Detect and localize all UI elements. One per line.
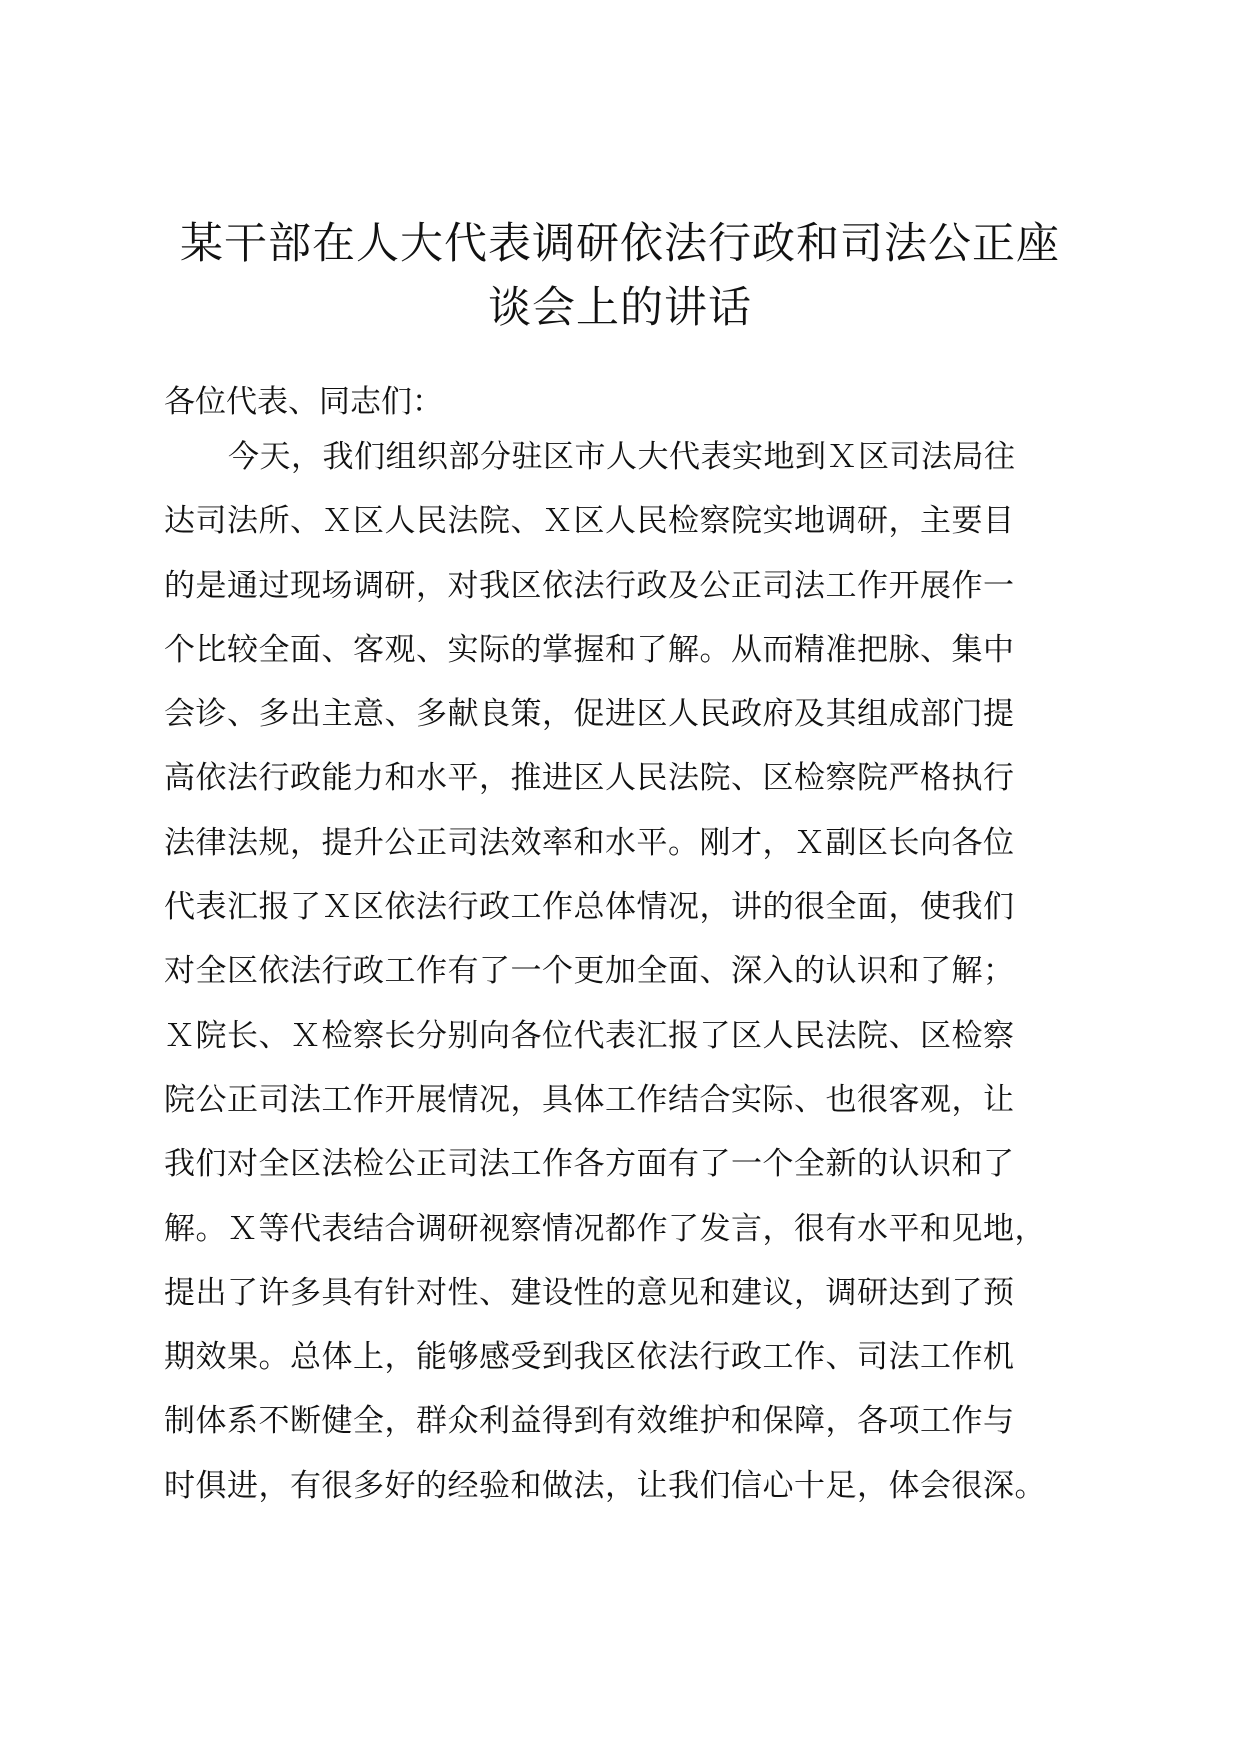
body-line: 制体系不断健全，群众利益得到有效维护和保障，各项工作与: [164, 1403, 1015, 1440]
body-line: 会诊、多出主意、多献良策，促进区人民政府及其组成部门提: [164, 696, 1015, 733]
body-line: 时俱进，有很多好的经验和做法，让我们信心十足，体会很深。: [164, 1467, 1046, 1504]
body-line: 个比较全面、客观、实际的掌握和了解。从而精准把脉、集中: [164, 631, 1015, 668]
body-line: 对全区依法行政工作有了一个更加全面、深入的认识和了解；: [164, 953, 1015, 990]
body-line: Ｘ院长、Ｘ检察长分别向各位代表汇报了区人民法院、区检察: [164, 1017, 1015, 1054]
body-paragraph: [164, 425, 1124, 1518]
body-line: 我们对全区法检公正司法工作各方面有了一个全新的认识和了: [164, 1146, 1015, 1183]
body-line: 代表汇报了Ｘ区依法行政工作总体情况，讲的很全面，使我们: [164, 889, 1015, 926]
document-title: [150, 212, 1090, 340]
body-line: 期效果。总体上，能够感受到我区依法行政工作、司法工作机: [164, 1339, 1015, 1376]
body-line: 法律法规，提升公正司法效率和水平。刚才，Ｘ副区长向各位: [164, 824, 1015, 861]
body-line: 高依法行政能力和水平，推进区人民法院、区检察院严格执行: [164, 760, 1015, 797]
salutation: 各位代表、同志们：: [164, 384, 443, 420]
body-line: 今天，我们组织部分驻区市人大代表实地到Ｘ区司法局往: [228, 439, 1016, 475]
title-line-2: 谈会上的讲话: [488, 283, 752, 333]
body-line: 解。Ｘ等代表结合调研视察情况都作了发言，很有水平和见地，: [164, 1210, 1046, 1247]
title-line-1: 某干部在人大代表调研依法行政和司法公正座: [180, 219, 1060, 269]
body-line: 院公正司法工作开展情况，具体工作结合实际、也很客观，让: [164, 1081, 1015, 1118]
body-line: 提出了许多具有针对性、建设性的意见和建议，调研达到了预: [164, 1274, 1015, 1311]
body-line: 达司法所、Ｘ区人民法院、Ｘ区人民检察院实地调研，主要目: [164, 503, 1015, 540]
body-line: 的是通过现场调研，对我区依法行政及公正司法工作开展作一: [164, 567, 1015, 604]
